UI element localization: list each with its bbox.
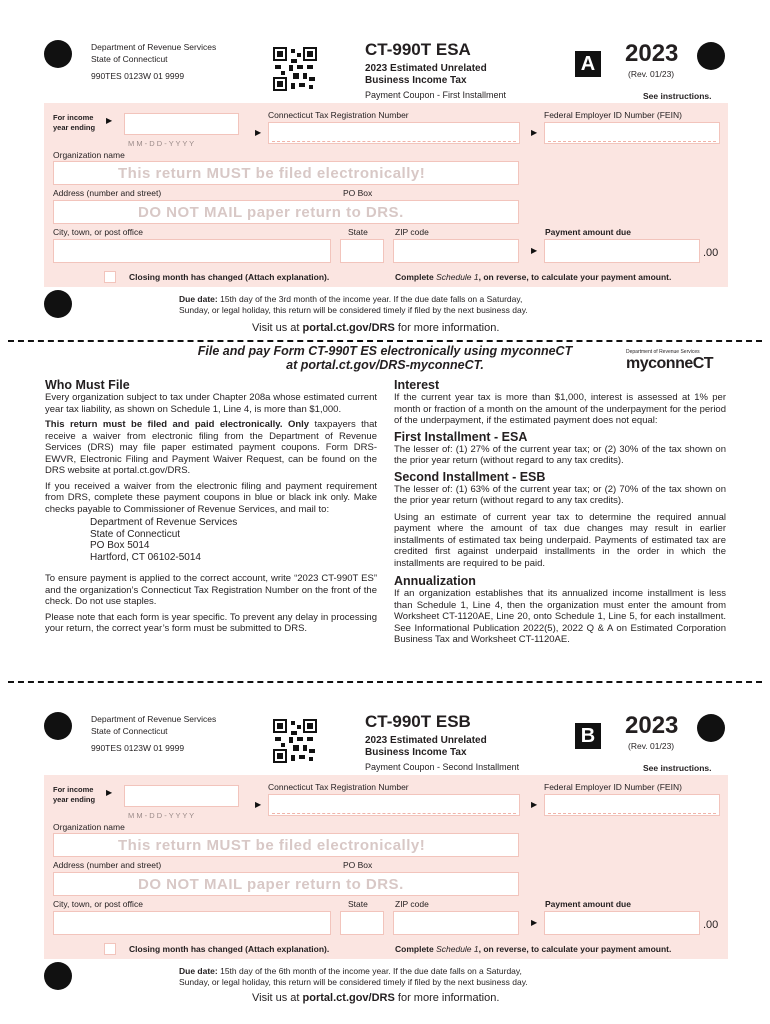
coupon-type: Payment Coupon - First Installment — [365, 90, 507, 100]
arrow-icon: ▶ — [255, 128, 262, 137]
registration-mark — [697, 714, 725, 742]
portal-link[interactable]: portal.ct.gov/DRS — [302, 322, 395, 334]
portal-link[interactable]: portal.ct.gov/DRS — [302, 992, 395, 1004]
date-format-hint: M M - D D - Y Y Y Y — [128, 811, 195, 820]
city-label: City, town, or post office — [53, 227, 143, 237]
revision: (Rev. 01/23) — [628, 741, 675, 751]
mail-watermark: DO NOT MAIL paper return to DRS. — [138, 204, 404, 221]
mail-address-line: PO Box 5014 — [90, 540, 150, 551]
second-installment-heading: Second Installment - ESB — [394, 469, 546, 484]
state-input[interactable] — [340, 239, 384, 263]
payment-amount-input[interactable] — [544, 911, 700, 935]
zip-label: ZIP code — [395, 899, 429, 909]
who-p2: This return must be filed and paid electronically. Only taxpayers that receive a waiver from electronic filing from the Department of Revenue Services (DRS) may file paper estimated payment coupons. Form DRS-EWVR, Electronic Filing and Payment Waiver Request, can be found on the DRS website at portal.ct.gov/DRS. — [45, 419, 377, 476]
see-instructions-link[interactable]: See instructions. — [643, 91, 712, 101]
tax-year: 2023 — [625, 712, 679, 739]
payment-label: Payment amount due — [545, 899, 631, 909]
qr-code-icon — [273, 47, 317, 91]
myconnect-logo: Department of Revenue Services myconneCT — [626, 349, 714, 372]
arrow-icon: ▶ — [255, 800, 262, 809]
first-installment-heading: First Installment - ESA — [394, 429, 528, 444]
who-p5: Please note that each form is year specific. To prevent any delay in processing your return, the correct year’s form must be submitted to DRS. — [45, 611, 377, 634]
form-title: CT-990T ESB — [365, 712, 471, 731]
who-p4: To ensure payment is applied to the correct account, write “2023 CT-990T ES” and the organization’s Connecticut Tax Registration Number on the front of the check. Do not use staples. — [45, 573, 377, 607]
dept-name: Department of Revenue Services — [91, 42, 217, 52]
mail-address-line: Hartford, CT 06102-5014 — [90, 551, 201, 563]
cents-label: .00 — [703, 919, 719, 931]
org-name-label: Organization name — [53, 822, 125, 832]
arrow-icon: ▶ — [106, 788, 113, 797]
cents-label: .00 — [703, 247, 719, 259]
city-input[interactable] — [53, 911, 331, 935]
registration-mark — [44, 962, 72, 990]
efile-watermark: This return MUST be filed electronically! — [118, 165, 426, 182]
efile-banner-line1: File and pay Form CT-990T ES electronically using myconneCT — [197, 344, 573, 358]
efile-banner-line2: at portal.ct.gov/DRS-myconneCT. — [286, 358, 484, 372]
state-input[interactable] — [340, 911, 384, 935]
arrow-icon: ▶ — [531, 246, 538, 255]
income-year-ending-input[interactable] — [124, 113, 239, 135]
org-name-label: Organization name — [53, 150, 125, 160]
zip-input[interactable] — [393, 911, 519, 935]
mail-watermark: DO NOT MAIL paper return to DRS. — [138, 876, 404, 893]
subtitle-line1: 2023 Estimated Unrelated — [365, 63, 487, 74]
mail-address-line: State of Connecticut — [90, 528, 181, 540]
see-instructions-link[interactable]: See instructions. — [643, 763, 712, 773]
state-label: State — [348, 899, 368, 909]
city-input[interactable] — [53, 239, 331, 263]
registration-mark — [44, 712, 72, 740]
registration-mark — [697, 42, 725, 70]
coupon-letter: A — [575, 51, 601, 77]
closing-month-checkbox[interactable] — [104, 271, 116, 283]
income-year-label: year ending — [53, 123, 96, 132]
closing-month-label: Closing month has changed (Attach explanation). — [129, 944, 330, 954]
form-code: 990TES 0123W 01 9999 — [91, 71, 185, 81]
interest-heading: Interest — [394, 378, 440, 392]
due-date: Due date: 15th day of the 6th month of the income year. If the due date falls on a Saturday, — [179, 966, 522, 976]
ct-reg-label: Connecticut Tax Registration Number — [268, 110, 409, 120]
address-label: Address (number and street) — [53, 188, 162, 198]
first-installment-p: The lesser of: (1) 27% of the current year tax; or (2) 30% of the tax shown on the prior year return (without regard to any tax credits). — [394, 443, 726, 466]
arrow-icon: ▶ — [531, 128, 538, 137]
estimate-p: Using an estimate of current year tax to determine the required annual payment where the amount of tax due changes may result in earlier installments of estimated tax being underpaid. Payments of estimated tax are credited first against underpaid installments in the order in which the installments are required to be paid. — [394, 511, 726, 569]
closing-month-checkbox[interactable] — [104, 943, 116, 955]
due-date-cont: Sunday, or legal holiday, this return will be considered timely if filed by the next business day. — [179, 305, 528, 315]
fein-label: Federal Employer ID Number (FEIN) — [544, 782, 682, 792]
state-label: State — [348, 227, 368, 237]
due-date-cont: Sunday, or legal holiday, this return will be considered timely if filed by the next business day. — [179, 977, 528, 987]
due-date: Due date: 15th day of the 3rd month of the income year. If the due date falls on a Saturday, — [179, 294, 523, 304]
form-code: 990TES 0123W 01 9999 — [91, 743, 185, 753]
who-heading: Who Must File — [45, 378, 130, 392]
income-year-label: year ending — [53, 795, 96, 804]
visit-line: Visit us at portal.ct.gov/DRS for more information. — [252, 992, 500, 1004]
annualization-p: If an organization establishes that its annualized income installment is less than Schedule 1, Line 4, then the organization must enter the amount from Worksheet CT-1120AE, Line 20, onto Schedule 1, Line 5, for each installment. See Informational Publication 2022(5), 2022 Q & A on Estimated Corporation Business Tax and Worksheet CT-1120AE. — [394, 588, 726, 645]
zip-label: ZIP code — [395, 227, 429, 237]
efile-watermark: This return MUST be filed electronically! — [118, 837, 426, 854]
coupon-type: Payment Coupon - Second Installment — [365, 762, 520, 772]
qr-code-icon — [273, 719, 317, 763]
zip-input[interactable] — [393, 239, 519, 263]
ct-reg-label: Connecticut Tax Registration Number — [268, 782, 409, 792]
income-year-ending-input[interactable] — [124, 785, 239, 807]
mail-address-line: Department of Revenue Services — [90, 517, 238, 528]
payment-label: Payment amount due — [545, 227, 631, 237]
instructions — [0, 340, 770, 680]
date-format-hint: M M - D D - Y Y Y Y — [128, 139, 195, 148]
fein-label: Federal Employer ID Number (FEIN) — [544, 110, 682, 120]
visit-line: Visit us at portal.ct.gov/DRS for more information. — [252, 322, 500, 334]
payment-amount-input[interactable] — [544, 239, 700, 263]
arrow-icon: ▶ — [106, 116, 113, 125]
registration-mark — [44, 40, 72, 68]
interest-p: If the current year tax is more than $1,000, interest is assessed at 1% per month or fraction of a month on the amount of the underpayment for the period of the underpayment, if the estimated payment does not equal: — [394, 392, 726, 426]
subtitle-line2: Business Income Tax — [365, 75, 467, 86]
city-label: City, town, or post office — [53, 899, 143, 909]
subtitle-line1: 2023 Estimated Unrelated — [365, 735, 487, 746]
second-installment-p: The lesser of: (1) 63% of the current year tax; or (2) 70% of the tax shown on the prior year return (without regard to any tax credits). — [394, 483, 726, 506]
who-p1: Every organization subject to tax under Chapter 208a whose estimated current year tax liability, as shown on Schedule 1, Line 4, is more than $1,000. — [45, 392, 377, 415]
form-title: CT-990T ESA — [365, 40, 471, 59]
coupon-b — [0, 672, 770, 1024]
state-name: State of Connecticut — [91, 726, 168, 736]
income-year-label: For income — [53, 785, 94, 794]
pobox-label: PO Box — [343, 188, 373, 198]
subtitle-line2: Business Income Tax — [365, 747, 467, 758]
schedule-note: Complete Schedule 1, on reverse, to calculate your payment amount. — [395, 272, 672, 282]
registration-mark — [44, 290, 72, 318]
who-p3: If you received a waiver from the electronic filing and payment requirement from DRS, complete these payment coupons in blue or black ink only. Make checks payable to Commissioner of Revenue Services, and mail to: — [45, 480, 377, 515]
state-name: State of Connecticut — [91, 54, 168, 64]
coupon-a — [0, 0, 770, 335]
revision: (Rev. 01/23) — [628, 69, 675, 79]
tax-year: 2023 — [625, 40, 679, 67]
arrow-icon: ▶ — [531, 918, 538, 927]
dept-name: Department of Revenue Services — [91, 714, 217, 724]
address-label: Address (number and street) — [53, 860, 162, 870]
income-year-label: For income — [53, 113, 94, 122]
arrow-icon: ▶ — [531, 800, 538, 809]
closing-month-label: Closing month has changed (Attach explanation). — [129, 272, 330, 282]
schedule-note: Complete Schedule 1, on reverse, to calculate your payment amount. — [395, 944, 672, 954]
pobox-label: PO Box — [343, 860, 373, 870]
coupon-letter: B — [575, 723, 601, 749]
annualization-heading: Annualization — [394, 574, 476, 588]
